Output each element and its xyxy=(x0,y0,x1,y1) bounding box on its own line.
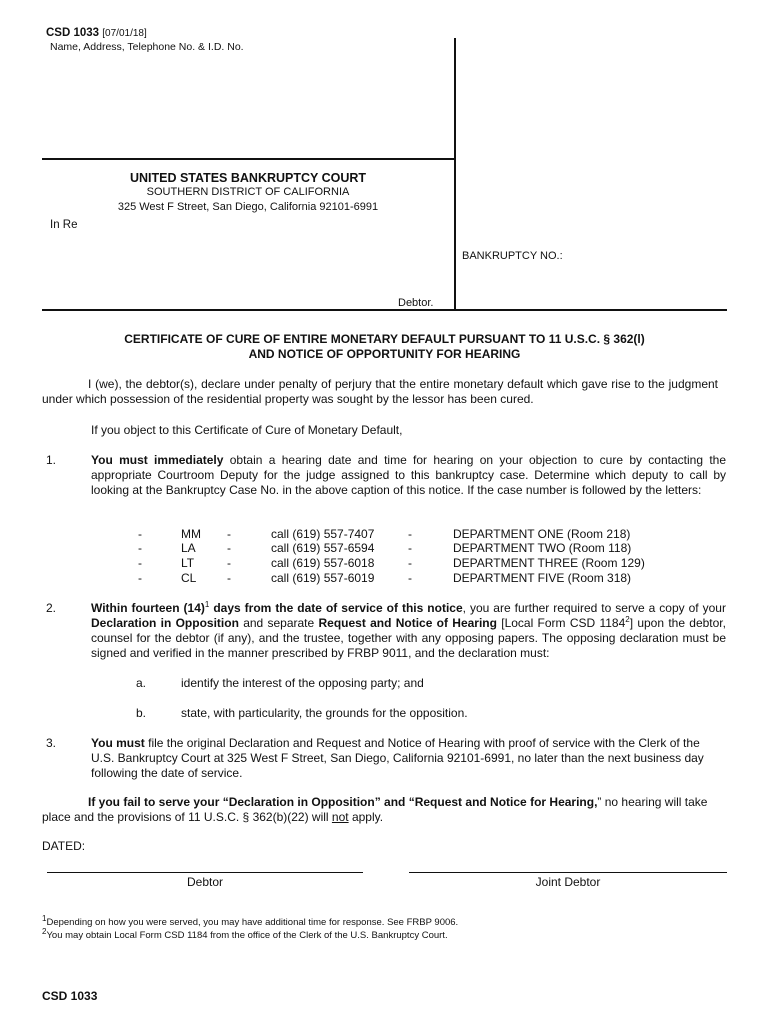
deputy-code: MM xyxy=(181,527,201,541)
form-date: [07/01/18] xyxy=(102,28,147,39)
item2-number: 2. xyxy=(46,601,57,615)
dash: - xyxy=(408,571,412,585)
subitem-letter: b. xyxy=(136,706,147,720)
caption-top-rule xyxy=(42,158,456,160)
deputy-code: LT xyxy=(181,556,195,570)
dash: - xyxy=(227,541,231,555)
in-re-label: In Re xyxy=(50,219,78,231)
caption-vertical-divider xyxy=(454,38,456,310)
item2-paragraph xyxy=(91,601,726,661)
item2-bold-a: Within fourteen (14) xyxy=(91,601,205,615)
failure-not: not xyxy=(331,810,349,824)
deputy-phone: call (619) 557-6594 xyxy=(271,541,375,555)
footnote-ref-1: 1 xyxy=(204,600,210,609)
item2-text-a: , you are further required to serve a copy of your xyxy=(462,601,726,615)
item3-paragraph xyxy=(91,736,721,781)
item3-number: 3. xyxy=(46,736,57,750)
deputy-phone: call (619) 557-7407 xyxy=(271,527,375,541)
dash: - xyxy=(408,527,412,541)
deputy-code: LA xyxy=(181,541,196,555)
court-title: UNITED STATES BANKRUPTCY COURT xyxy=(129,171,367,185)
debtor-caption-label: Debtor. xyxy=(398,297,434,309)
item1-number: 1. xyxy=(46,453,57,467)
dash: - xyxy=(227,571,231,585)
dash: - xyxy=(408,556,412,570)
dash: - xyxy=(138,556,142,570)
dash: - xyxy=(227,527,231,541)
item2-text-c: [Local Form CSD 1184 xyxy=(496,616,626,630)
court-address: 325 West F Street, San Diego, California 92101-6991 xyxy=(117,201,379,213)
failure-text-b: apply. xyxy=(348,810,384,824)
footnote-ref-2: 2 xyxy=(625,615,630,624)
dash: - xyxy=(138,527,142,541)
subitem-text: state, with particularity, the grounds for the opposition. xyxy=(181,706,468,720)
document-title-line2: AND NOTICE OF OPPORTUNITY FOR HEARING xyxy=(248,347,521,361)
footnote-2-mark: 2 xyxy=(42,926,47,936)
joint-debtor-signature-line xyxy=(409,872,727,873)
item1-paragraph xyxy=(91,453,726,498)
form-code-header xyxy=(46,27,147,39)
item2-text-b: and separate xyxy=(238,616,319,630)
deputy-department: DEPARTMENT TWO (Room 118) xyxy=(453,541,632,555)
item3-text: file the original Declaration and Request and Notice of Hearing with proof of service with the Clerk of the U.S. Bankruptcy Court at 325 West F Street, San Diego, California 92101-6991, no later than the next business day following the date of service. xyxy=(91,736,704,780)
deputy-department: DEPARTMENT ONE (Room 218) xyxy=(453,527,631,541)
subitem-letter: a. xyxy=(136,676,147,690)
item3-bold: You must xyxy=(91,736,145,750)
footnote-2 xyxy=(42,926,448,941)
failure-bold: If you fail to serve your “Declaration in Opposition” and “Request and Notice for Hearing, xyxy=(88,795,598,809)
deputy-phone: call (619) 557-6018 xyxy=(271,556,375,570)
item2-bold-c: Declaration in Opposition xyxy=(91,616,239,630)
dated-label: DATED: xyxy=(42,839,86,853)
deputy-department: DEPARTMENT THREE (Room 129) xyxy=(453,556,645,570)
joint-debtor-signature-label: Joint Debtor xyxy=(535,875,601,889)
footnote-1-text: Depending on how you were served, you may have additional time for response. See FRBP 9006. xyxy=(46,917,459,928)
deputy-department: DEPARTMENT FIVE (Room 318) xyxy=(453,571,632,585)
deputy-code: CL xyxy=(181,571,197,585)
name-address-label: Name, Address, Telephone No. & I.D. No. xyxy=(50,41,244,53)
footer-form-code: CSD 1033 xyxy=(42,989,98,1003)
court-district: SOUTHERN DISTRICT OF CALIFORNIA xyxy=(146,186,350,198)
dash: - xyxy=(138,571,142,585)
deputy-phone: call (619) 557-6019 xyxy=(271,571,375,585)
subitem-text: identify the interest of the opposing party; and xyxy=(181,676,424,690)
debtor-signature-line xyxy=(47,872,363,873)
item2-bold-d: Request and Notice of Hearing xyxy=(318,616,497,630)
caption-bottom-rule xyxy=(42,309,727,311)
footnote-1 xyxy=(42,913,459,928)
debtor-signature-label: Debtor xyxy=(186,875,224,889)
footnote-2-text: You may obtain Local Form CSD 1184 from the office of the Clerk of the U.S. Bankruptcy Court. xyxy=(46,930,448,941)
item1-text: obtain a hearing date and time for hearing on your objection to cure by contacting the appropriate Courtroom Deputy for the judge assigned to this bankruptcy case. Determine which deputy to call by looking at the Bankruptcy Case No. in the above caption of this notice. If the case number is followed by the letters: xyxy=(91,453,726,497)
form-code: CSD 1033 xyxy=(46,27,100,39)
failure-paragraph xyxy=(42,795,722,825)
item1-bold: You must immediately xyxy=(91,453,224,467)
dash: - xyxy=(138,541,142,555)
item2-bold-b: days from the date of service of this notice xyxy=(209,601,463,615)
footnote-1-mark: 1 xyxy=(42,913,47,923)
failure-text-a: ” no hearing will take place and the provisions of 11 U.S.C. § 362(b)(22) will xyxy=(42,795,708,824)
bankruptcy-no-label: BANKRUPTCY NO.: xyxy=(462,250,563,262)
dash: - xyxy=(408,541,412,555)
document-title-line1: CERTIFICATE OF CURE OF ENTIRE MONETARY DEFAULT PURSUANT TO 11 U.S.C. § 362(l) xyxy=(124,332,645,346)
objection-line: If you object to this Certificate of Cure of Monetary Default, xyxy=(91,423,403,437)
intro-paragraph: I (we), the debtor(s), declare under penalty of perjury that the entire monetary default which gave rise to the judgment under which possession of the residential property was sought by the lessor has been cured. xyxy=(42,377,718,406)
dash: - xyxy=(227,556,231,570)
item2-text-d: ] upon the debtor, counsel for the debtor (if any), and the trustee, together with any opposing papers. The opposing declaration must be signed and verified in the manner prescribed by FRBP 9011, and the declaration must: xyxy=(91,616,726,660)
